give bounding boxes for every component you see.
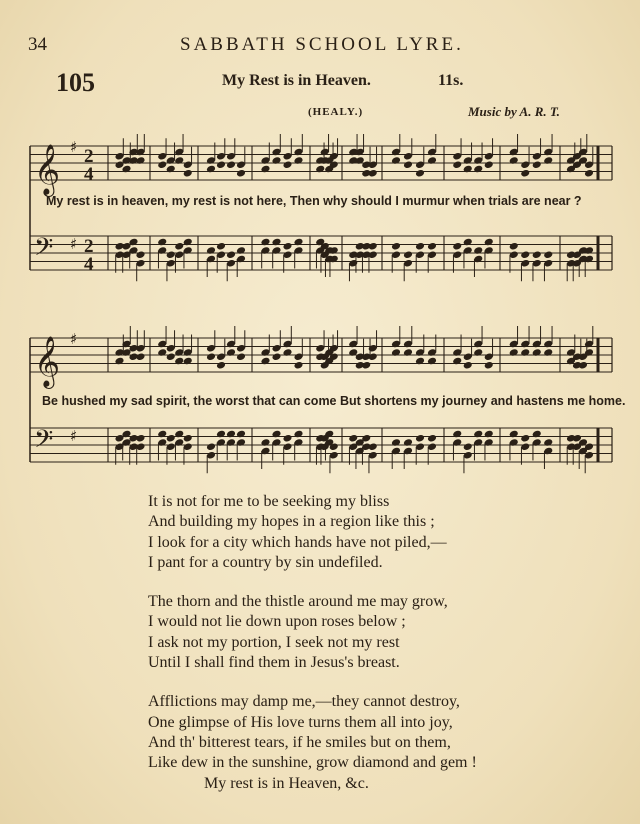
note-head bbox=[543, 348, 553, 357]
note-head bbox=[157, 238, 167, 247]
note-head bbox=[403, 160, 413, 169]
note-head bbox=[293, 238, 303, 247]
note-head bbox=[216, 242, 226, 251]
verse-line: And th' bitterest tears, if he smiles but on them, bbox=[148, 733, 451, 751]
stanza-3 bbox=[148, 692, 477, 793]
note-head bbox=[260, 357, 270, 366]
note-head bbox=[226, 160, 236, 169]
note-head bbox=[166, 250, 176, 259]
note-head bbox=[509, 348, 519, 357]
note-head bbox=[157, 160, 167, 169]
note-head bbox=[520, 250, 530, 259]
note-head bbox=[368, 242, 378, 251]
note-head bbox=[415, 434, 425, 443]
note-head bbox=[391, 348, 401, 357]
note-head bbox=[216, 160, 226, 169]
note-head bbox=[114, 357, 124, 366]
verses bbox=[148, 492, 477, 813]
note-head bbox=[361, 361, 371, 370]
note-head bbox=[463, 442, 473, 451]
verse-line: I ask not my portion, I seek not my rest bbox=[148, 633, 400, 651]
note-head bbox=[282, 348, 292, 357]
note-head bbox=[427, 357, 437, 366]
note-head bbox=[543, 438, 553, 447]
note-head bbox=[520, 434, 530, 443]
time-signature-bottom: 4 bbox=[84, 254, 94, 275]
note-head bbox=[206, 165, 216, 174]
note-head bbox=[452, 430, 462, 439]
note-head bbox=[135, 352, 145, 361]
note-head bbox=[509, 156, 519, 165]
note-head bbox=[226, 348, 236, 357]
note-head bbox=[260, 238, 270, 247]
running-head: SABBATH SCHOOL LYRE. bbox=[180, 34, 464, 55]
verse-line: Afflictions may damp me,—they cannot destroy, bbox=[148, 693, 460, 711]
note-head bbox=[157, 430, 167, 439]
note-head bbox=[282, 242, 292, 251]
note-head bbox=[166, 434, 176, 443]
note-head bbox=[427, 156, 437, 165]
stanza-1 bbox=[148, 492, 477, 573]
note-head bbox=[260, 165, 270, 174]
note-head bbox=[174, 430, 184, 439]
note-head bbox=[473, 246, 483, 255]
note-head bbox=[520, 169, 530, 178]
note-head bbox=[183, 357, 193, 366]
lyric-line-2: Be hushed my sad spirit, the worst that can come But shortens my journey and hastens me home. bbox=[42, 394, 626, 408]
note-head bbox=[236, 352, 246, 361]
note-head bbox=[543, 250, 553, 259]
note-head bbox=[236, 246, 246, 255]
note-head bbox=[271, 238, 281, 247]
note-head bbox=[216, 430, 226, 439]
note-head bbox=[236, 430, 246, 439]
note-head bbox=[484, 238, 494, 247]
verse-line: And building my hopes in a region like this ; bbox=[148, 513, 435, 531]
sharp-icon: ♯ bbox=[70, 330, 78, 348]
note-head bbox=[463, 165, 473, 174]
note-head bbox=[415, 242, 425, 251]
note-head bbox=[484, 361, 494, 370]
note-head bbox=[174, 242, 184, 251]
note-head bbox=[578, 361, 588, 370]
note-head bbox=[368, 442, 378, 451]
note-head bbox=[260, 438, 270, 447]
note-head bbox=[183, 434, 193, 443]
note-head bbox=[315, 165, 325, 174]
verse-line: One glimpse of His love turns them all into joy, bbox=[148, 713, 453, 731]
chorus-line: My rest is in Heaven, &c. bbox=[204, 774, 369, 792]
note-head bbox=[452, 160, 462, 169]
note-head bbox=[463, 361, 473, 370]
note-head bbox=[206, 246, 216, 255]
note-head bbox=[271, 156, 281, 165]
note-head bbox=[403, 250, 413, 259]
note-head bbox=[135, 156, 145, 165]
note-head bbox=[584, 169, 594, 178]
note-head bbox=[473, 430, 483, 439]
note-head bbox=[166, 165, 176, 174]
note-head bbox=[206, 442, 216, 451]
bass-clef-icon: 𝄢 bbox=[34, 425, 54, 460]
note-head bbox=[226, 250, 236, 259]
note-head bbox=[271, 352, 281, 361]
hymn-title: My Rest is in Heaven. bbox=[222, 72, 371, 89]
verse-line: I look for a city which hands have not piled,— bbox=[148, 533, 447, 551]
note-head bbox=[236, 169, 246, 178]
note-head bbox=[415, 357, 425, 366]
verse-line: It is not for me to be seeking my bliss bbox=[148, 493, 390, 510]
note-head bbox=[157, 348, 167, 357]
note-head bbox=[452, 357, 462, 366]
note-head bbox=[282, 434, 292, 443]
bass-clef-icon: 𝄢 bbox=[34, 233, 54, 268]
note-head bbox=[520, 348, 530, 357]
stanza-2 bbox=[148, 592, 477, 673]
verse-line: The thorn and the thistle around me may grow, bbox=[148, 593, 448, 611]
note-head bbox=[183, 238, 193, 247]
note-head bbox=[427, 242, 437, 251]
hymn-number: 105 bbox=[56, 68, 95, 97]
note-head bbox=[427, 434, 437, 443]
treble-clef-icon: 𝄞 bbox=[34, 144, 61, 195]
note-head bbox=[532, 430, 542, 439]
note-head bbox=[271, 430, 281, 439]
note-head bbox=[282, 160, 292, 169]
treble-clef-icon: 𝄞 bbox=[34, 336, 61, 387]
music-credit: Music by A. R. T. bbox=[468, 104, 560, 119]
note-head bbox=[293, 430, 303, 439]
note-head bbox=[532, 348, 542, 357]
verse-line: Like dew in the sunshine, grow diamond and gem ! bbox=[148, 754, 477, 772]
note-head bbox=[403, 348, 413, 357]
note-head bbox=[452, 242, 462, 251]
note-head bbox=[121, 165, 131, 174]
note-head bbox=[183, 169, 193, 178]
page-number: 34 bbox=[28, 34, 47, 55]
note-head bbox=[391, 156, 401, 165]
note-head bbox=[293, 361, 303, 370]
note-head bbox=[216, 361, 226, 370]
note-head bbox=[415, 169, 425, 178]
note-head bbox=[509, 430, 519, 439]
note-head bbox=[473, 348, 483, 357]
note-head bbox=[174, 357, 184, 366]
note-head bbox=[206, 352, 216, 361]
note-head bbox=[584, 246, 594, 255]
note-head bbox=[135, 250, 145, 259]
time-signature-bottom: 4 bbox=[84, 164, 94, 185]
note-head bbox=[403, 438, 413, 447]
time-signature-top: 2 bbox=[84, 146, 94, 167]
note-head bbox=[174, 156, 184, 165]
hymn-meter: 11s. bbox=[438, 72, 464, 89]
time-signature-top: 2 bbox=[84, 236, 94, 257]
sharp-icon: ♯ bbox=[70, 235, 78, 253]
sharp-icon: ♯ bbox=[70, 427, 78, 445]
note-head bbox=[391, 438, 401, 447]
verse-line: Until I shall find them in Jesus's breast. bbox=[148, 654, 400, 672]
note-head bbox=[532, 250, 542, 259]
note-head bbox=[543, 156, 553, 165]
note-head bbox=[368, 352, 378, 361]
note-head bbox=[226, 430, 236, 439]
note-head bbox=[368, 169, 378, 178]
verse-line: I would not lie down upon roses below ; bbox=[148, 613, 406, 631]
note-head bbox=[166, 352, 176, 361]
verse-line: I pant for a country by sin undefiled. bbox=[148, 553, 383, 571]
sharp-icon: ♯ bbox=[70, 138, 78, 156]
note-head bbox=[484, 430, 494, 439]
note-head bbox=[509, 242, 519, 251]
note-head bbox=[473, 165, 483, 174]
note-head bbox=[463, 238, 473, 247]
lyric-line-1: My rest is in heaven, my rest is not here, Then why should I murmur when trials are near ? bbox=[46, 194, 582, 208]
note-head bbox=[484, 160, 494, 169]
note-head bbox=[532, 160, 542, 169]
note-head bbox=[293, 156, 303, 165]
tune-name: (HEALY.) bbox=[308, 106, 364, 118]
note-head bbox=[135, 434, 145, 443]
note-head bbox=[391, 242, 401, 251]
